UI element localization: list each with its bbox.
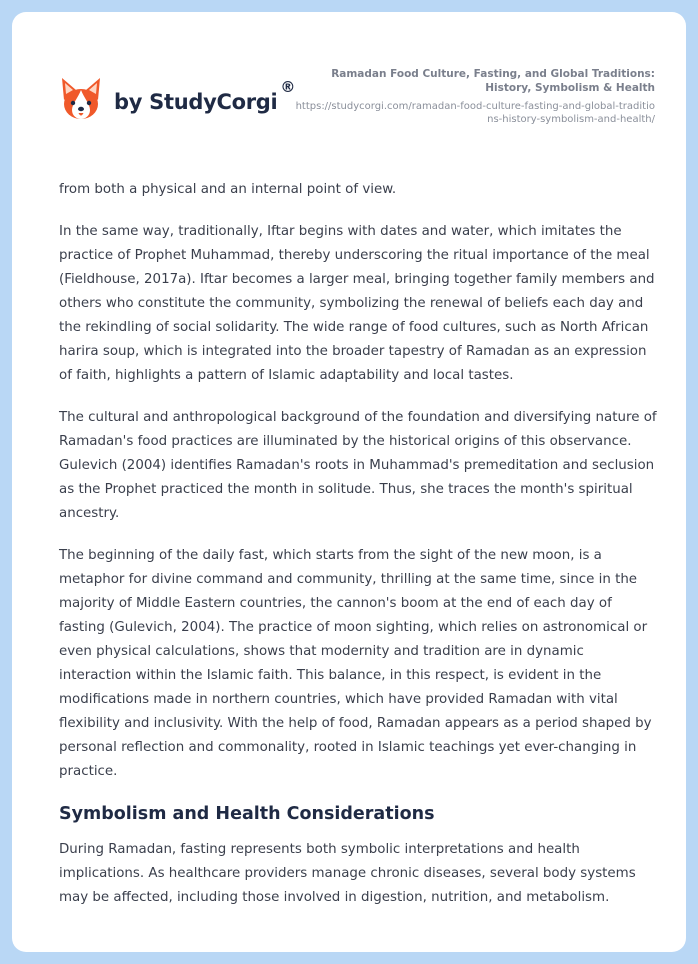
registered-mark: ® bbox=[280, 78, 296, 96]
section-heading: Symbolism and Health Considerations bbox=[59, 804, 435, 824]
studycorgi-logo[interactable] bbox=[60, 76, 295, 122]
source-url-link[interactable]: https://studycorgi.com/ramadan-food-culture-fasting-and-global-traditions-history-symbolism-and-health/ bbox=[295, 101, 655, 125]
source-title: Ramadan Food Culture, Fasting, and Global Traditions: History, Symbolism & Health bbox=[331, 68, 655, 94]
paragraph: The beginning of the daily fast, which starts from the sight of the new moon, is a metaphor for divine command and community, thrilling at the same time, since in the majority of Middle Eastern countries, the cannon's boom at the end of each day of fasting (Gulevich, 2004). The practice of moon sighting, which relies on astronomical or even physical calculations, shows that modernity and tradition are in dynamic interaction within the Islamic faith. This balance, in this respect, is evident in the modifications made in northern countries, which have provided Ramadan with vital flexibility and inclusivity. With the help of food, Ramadan appears as a period shaped by personal reflection and commonality, rooted in Islamic teachings yet ever-changing in practice. bbox=[59, 548, 652, 779]
paragraph: During Ramadan, fasting represents both symbolic interpretations and health implications. As healthcare providers manage chronic diseases, several body systems may be affected, including those involved in digestion, nutrition, and metabolism. bbox=[59, 842, 636, 905]
corgi-logo-icon bbox=[60, 76, 102, 122]
document-body bbox=[59, 178, 657, 928]
source-info bbox=[295, 67, 655, 126]
paragraph: In the same way, traditionally, Iftar begins with dates and water, which imitates the practice of Prophet Muhammad, thereby underscoring the ritual importance of the meal (Fieldhouse, 2017a). Iftar becomes a larger meal, bringing together family members and others who constitute the community, symbolizing the renewal of beliefs each day and the rekindling of social solidarity. The wide range of food cultures, such as North African harira soup, which is integrated into the broader tapestry of Ramadan as an expression of faith, highlights a pattern of Islamic adaptability and local tastes. bbox=[59, 224, 655, 383]
page-header bbox=[12, 12, 686, 162]
document-page bbox=[12, 12, 686, 952]
logo-text: by StudyCorgi bbox=[114, 90, 278, 114]
paragraph: The cultural and anthropological background of the foundation and diversifying nature of Ramadan's food practices are illuminated by the historical origins of this observance. Gulevich (2004) identifies Ramadan's roots in Muhammad's premeditation and seclusion as the Prophet practiced the month in solitude. Thus, she traces the month's spiritual ancestry. bbox=[59, 410, 657, 521]
paragraph: from both a physical and an internal point of view. bbox=[59, 182, 397, 197]
